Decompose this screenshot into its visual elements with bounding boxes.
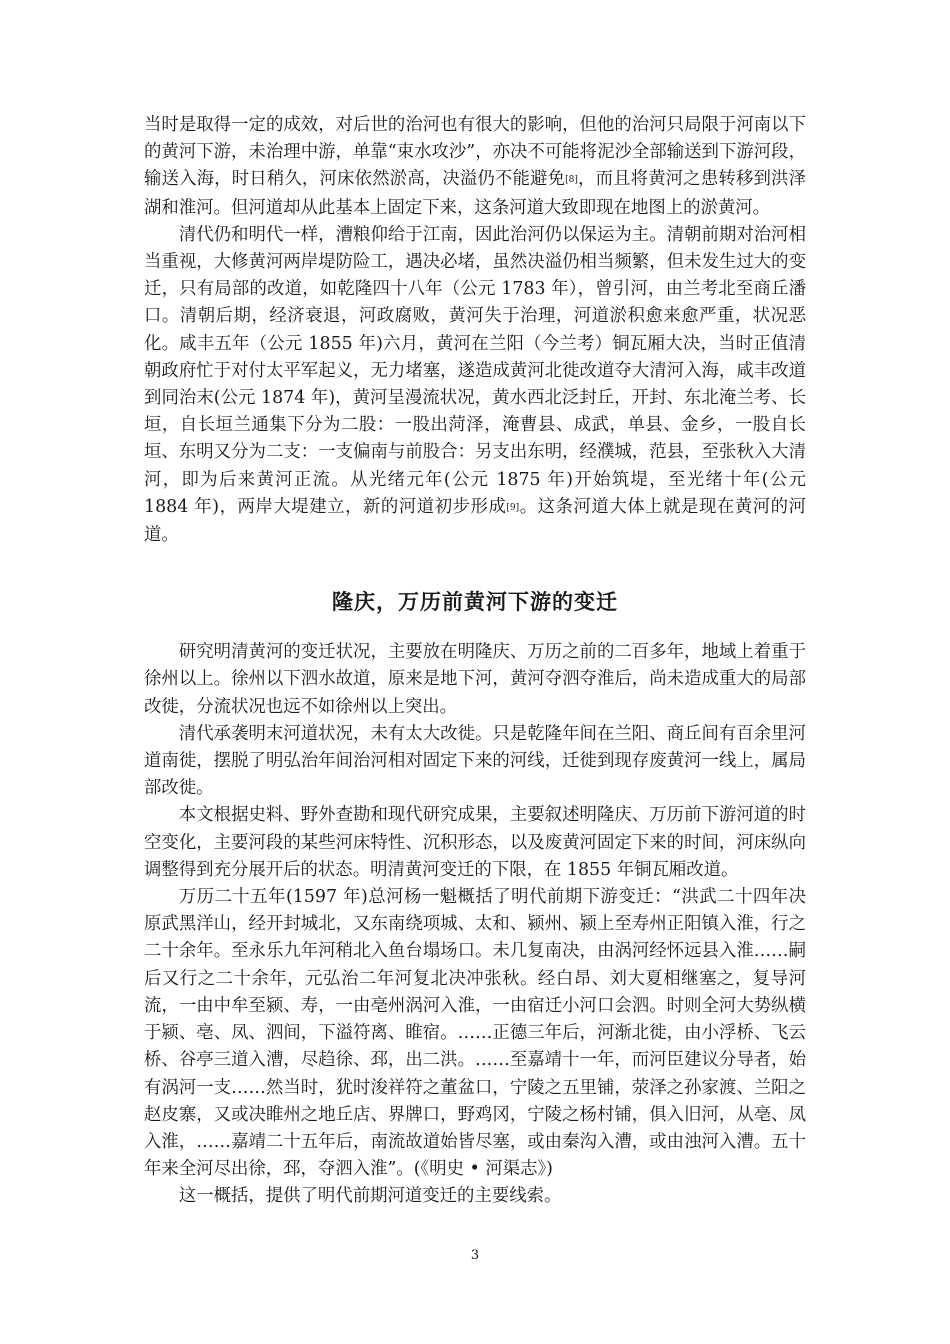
paragraph-text: 清代仍和明代一样，漕粮仰给于江南，因此治河仍以保运为主。清朝前期对治河相当重视，大修黄河两岸堤防险工，遇决必堵，虽然决溢仍相当频繁，但未发生过大的变迁，只有局部的改道，如乾隆四十八年（公元 1783 年），曾引河，由兰考北至商丘潘口。清朝后期，经济衰退，河政腐败，黄河失于治理，河道淤积愈来愈严重，状况恶化。咸丰五年（公元 1855 年)六月，黄河在兰阳（今兰考）铜瓦厢大决，当时正值清朝政府忙于对付太平军起义，无力堵塞，遂造成黄河北徙改道夺大清河入海，咸丰改道到同治末(公元 1874 年)，黄河呈漫流状况，黄水西北泛封丘，开封、东北淹兰考、长垣，自长垣兰通集下分为二股：一股出菏泽，淹曹县、成武，单县、金乡，一股自长垣、东明又分为二支：一支偏南与前股合：另支出东明，经濮城，范县，至张秋入大清河，即为后来黄河正流。从光绪元年(公元 1875 年)开始筑堤，至光绪十年(公元 1884 年)，两岸大堤建立，新的河道初步形成 <box>144 224 806 517</box>
footnote-ref-8: [8] <box>565 175 578 186</box>
paragraph-5: 本文根据史料、野外查勘和现代研究成果，主要叙述明隆庆、万历前下游河道的时空变化，主要河段的某些河床特性、沉积形态，以及废黄河固定下来的时间，河床纵向调整得到充分展开后的状态。明清黄河变迁的下限，在 1855 年铜瓦厢改道。 <box>144 805 806 880</box>
paragraph-6: 万历二十五年(1597 年)总河杨一魁概括了明代前期下游变迁：“洪武二十四年决原武黑洋山，经开封城北，又东南绕项城、太和、颍州、颍上至寿州正阳镇入淮，行之二十余年。至永乐九年河稍北入鱼台塌场口。未几复南决，由涡河经怀远县入淮……嗣后又行之二十余年，元弘治二年河复北决冲张秋。经白昂、刘大夏相继塞之，复导河流，一由中牟至颍、寿，一由亳州涡河入淮，一由宿迁小河口会泗。时则全河大势纵横于颍、亳、凤、泗间，下溢符离、睢宿。……正德三年后，河渐北徙，由小浮桥、飞云桥、谷亭三道入漕，尽趋徐、邳，出二洪。……至嘉靖十一年，而河臣建议分导者，始有涡河一支……然当时，犹时浚祥符之董盆口，宁陵之五里铺，荥泽之孙家渡、兰阳之赵皮寨，又或决睢州之地丘店、界牌口，野鸡冈，宁陵之杨村铺，俱入旧河，从亳、凤入淮，……嘉靖二十五年后，南流故道始皆尽塞，或由秦沟入漕，或由浊河入漕。五十年来全河尽出徐，邳，夺泗入淮”。(《明史 • 河渠志》) <box>144 887 806 1180</box>
paragraph-text: ，而且将黄河之患转移到洪泽湖和淮河。但河道却从此基本上固定下来，这条河道大致即现在地图上的淤黄河。 <box>144 169 806 218</box>
page-number: 3 <box>470 1248 480 1263</box>
paragraph-3: 研究明清黄河的变迁状况，主要放在明隆庆、万历之前的二百多年，地域上着重于徐州以上。徐州以下泗水故道，原来是地下河，黄河夺泗夺淮后，尚未造成重大的局部改徙，分流状况也远不如徐州以上突出。 <box>144 642 806 717</box>
footnote-ref-9: [9] <box>506 502 520 513</box>
paragraph-text: 。这条河道大体上就是现在黄河的河道。 <box>144 496 806 546</box>
paragraph-4: 清代承袭明末河道状况，未有太大改徙。只是乾隆年间在兰阳、商丘间有百余里河道南徙，摆脱了明弘治年间治河相对固定下来的河线，迁徙到现存废黄河一线上，属局部改徙。 <box>144 723 806 799</box>
paragraph-text: 当时是取得一定的成效，对后世的治河也有很大的影响，但他的治河只局限于河南以下的黄河下游，未治理中游，单靠“束水攻沙”，亦决不可能将泥沙全部输送到下游河段，输送入海，时日稍久，河床依然淤高，决溢仍不能避免 <box>144 115 806 190</box>
paragraph-1 <box>144 112 806 222</box>
paragraph-7: 这一概括，提供了明代前期河道变迁的主要线索。 <box>178 1186 562 1207</box>
section-heading: 隆庆，万历前黄河下游的变迁 <box>332 589 618 615</box>
paragraph-2 <box>144 222 806 549</box>
